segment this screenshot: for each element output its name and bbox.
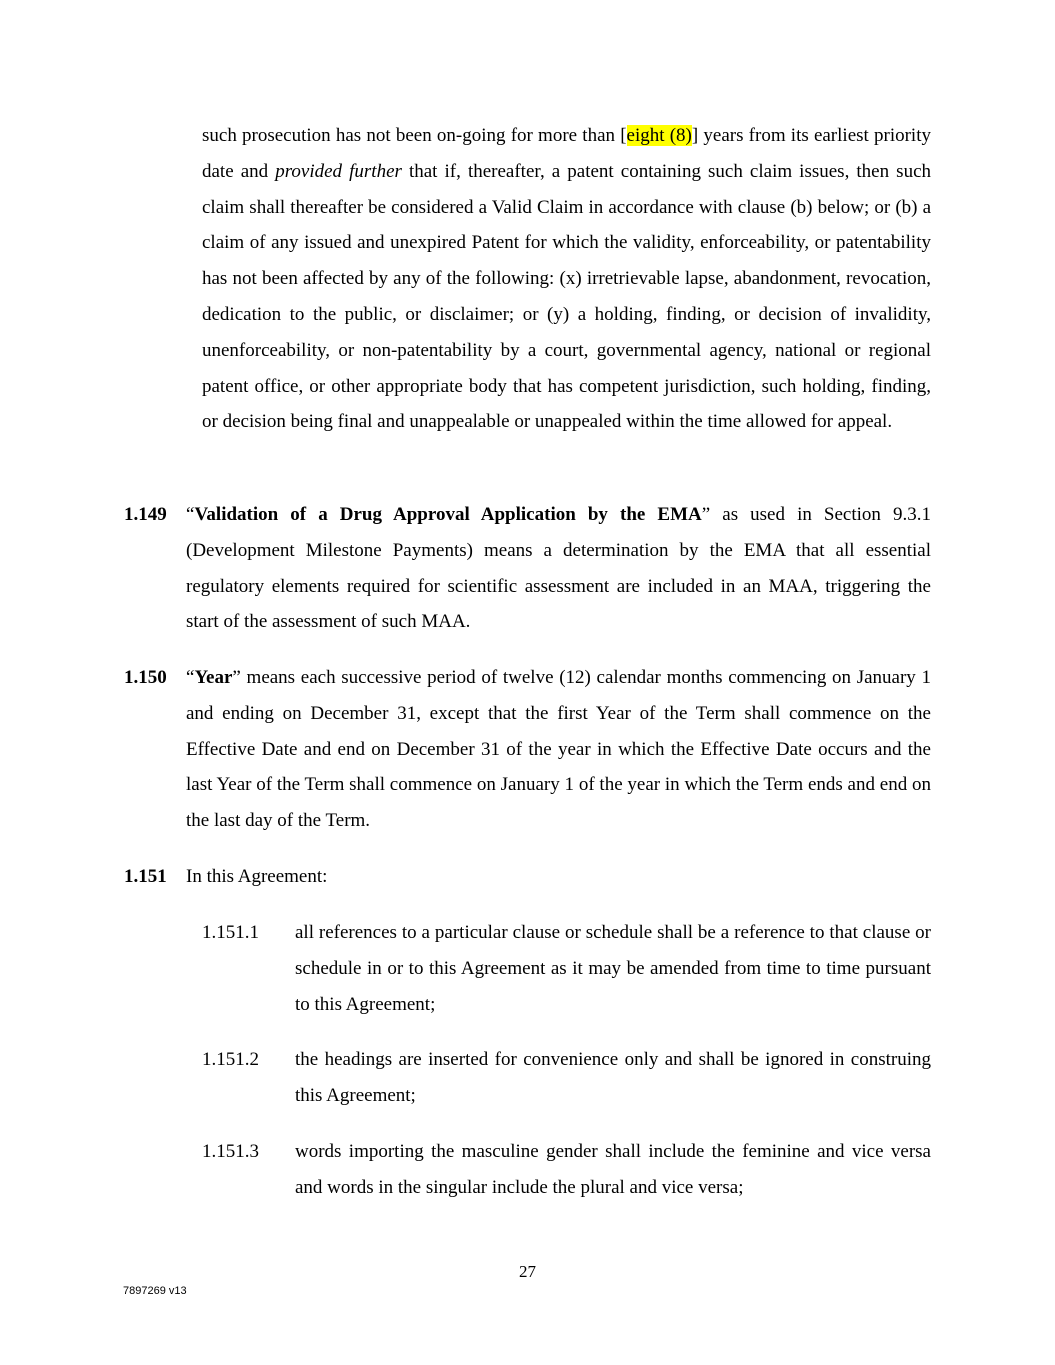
- document-id: 7897269 v13: [123, 1285, 187, 1297]
- defined-term: Year: [194, 667, 233, 688]
- page-number: 27: [519, 1262, 536, 1281]
- subsection-number: 1.151.2: [202, 1049, 259, 1070]
- subsection-text: words importing the masculine gender shall include the feminine and vice versa and words in the singular include the plural and vice versa;: [295, 1141, 931, 1198]
- subsection-text: all references to a particular clause or schedule shall be a reference to that clause or schedule in or to this Agreement as it may be amended from time to time pursuant to this Agreement;: [295, 922, 931, 1015]
- definition-text: ” means each successive period of twelve (12) calendar months commencing on January 1 and ending on December 31, except that the first Year of the Term shall commence on the Effective Date and end on December 31 of the year in which the Effective Date occurs and the last Year of the Term shall commence on January 1 of the year in which the Term ends and end on the last day of the Term.: [186, 667, 931, 832]
- continuation-text-2: ] years from its earliest priority date and: [202, 125, 931, 182]
- highlighted-term: eight (8): [626, 125, 692, 146]
- open-quote: “: [186, 504, 195, 525]
- open-quote: “: [186, 667, 195, 688]
- italic-phrase: provided further: [275, 160, 402, 182]
- section-number-1-149: 1.149: [124, 504, 167, 525]
- continuation-text-3: that if, thereafter, a patent containing such claim issues, then such claim shall thereafter be considered a Valid Claim in accordance with clause (b) below; or (b) a claim of any issued and unexpired Patent for which the validity, enforceability, or patentability has not been affected by any of the following: (x) irretrievable lapse, abandonment, revocation, dedication to the public, or disclaimer; or (y) a holding, finding, or decision of invalidity, unenforceability, or non-patentability by a court, governmental agency, national or regional patent office, or other appropriate body that has competent jurisdiction, such holding, finding, or decision being final and unappealable or unappealed within the time allowed for appeal.: [202, 160, 931, 433]
- section-1-150: [186, 660, 931, 839]
- section-intro-text: In this Agreement:: [186, 866, 328, 887]
- subsection-number: 1.151.3: [202, 1141, 259, 1162]
- defined-term: Validation of a Drug Approval Application by the EMA: [194, 504, 702, 525]
- section-number-1-150: 1.150: [124, 667, 167, 688]
- subsection-text: the headings are inserted for convenience only and shall be ignored in construing this Agreement;: [295, 1049, 931, 1106]
- subsection-1-151-3: [295, 1134, 931, 1206]
- subsection-1-151-1: [295, 915, 931, 1022]
- subsection-1-151-2: [295, 1042, 931, 1114]
- definition-text: ” as used in Section 9.3.1 (Development Milestone Payments) means a determination by the EMA that all essential regulatory elements required for scientific assessment are included in an MAA, triggering the start of the assessment of such MAA.: [186, 504, 931, 633]
- continuation-paragraph: [202, 118, 931, 440]
- continuation-text-1: such prosecution has not been on-going for more than [: [202, 125, 627, 146]
- section-1-149: [186, 497, 931, 640]
- section-1-151: [186, 859, 931, 895]
- section-number-1-151: 1.151: [124, 866, 167, 887]
- subsection-number: 1.151.1: [202, 922, 259, 943]
